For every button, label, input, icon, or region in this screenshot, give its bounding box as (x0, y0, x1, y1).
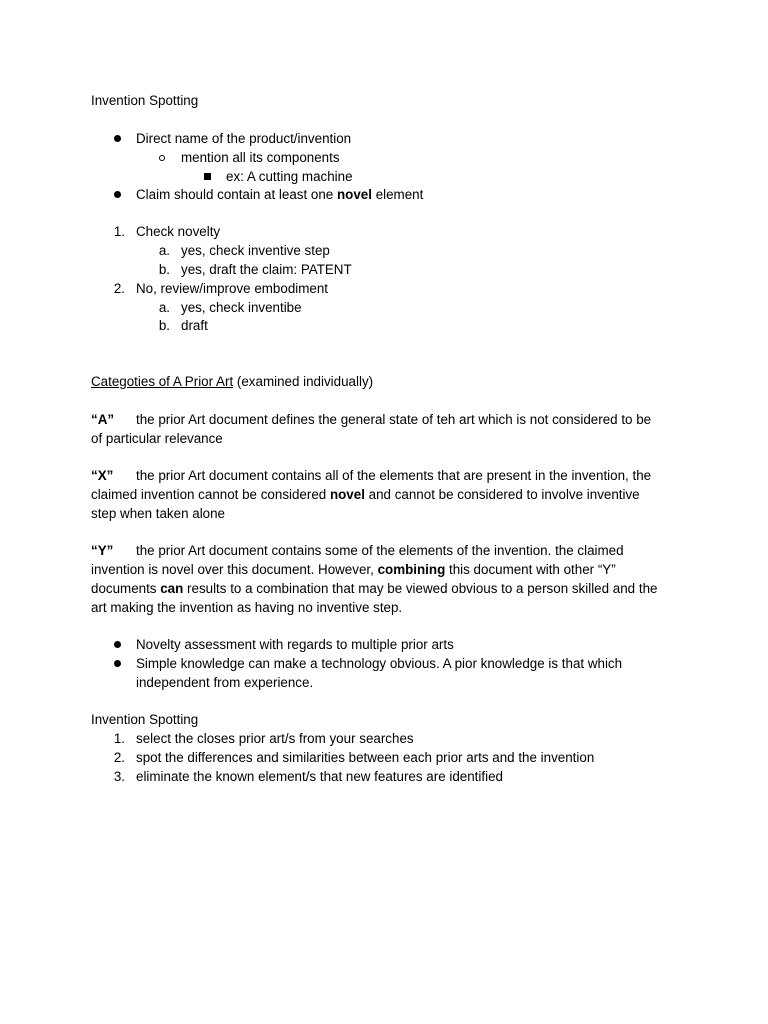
category-y-label: “Y” (91, 543, 114, 558)
square-bullet-icon (204, 173, 211, 180)
bullet-dot-icon (114, 135, 121, 142)
hollow-circle-bullet-icon (159, 155, 165, 161)
category-x-label: “X” (91, 468, 114, 483)
document-page: Invention Spotting Direct name of the product/invention mention all its components ex: A cutting machine Claim should contain at least one novel element 1. Check novelty a. yes, check inventive step b. yes, draft the claim: PATENT 2. No, review/improve embodiment a. yes, check inventibe b. draft Categoties of A Prior Art (examined individually) “A” the prior Art document defines the general state of teh art which is not considered to be of particular relevance “X” the prior Art document contains all of the elements that are present in the invention, the claimed invention cannot be considered novel and cannot be considered to involve inventive step when taken alone “Y” the prior Art document contains some of the elements of the invention. the claimed invention is novel over this document. However, combining this document with other “Y” documents can results to a combination that may be viewed obvious to a person skilled and the art making the invention as having no inventive step. Novelty assessment with regards to multiple prior arts Simple knowledge can make a technology obvious. A pior knowledge is that which independent from experience. Invention Spotting 1. select the closes prior art/s from your searches 2. spot the differences and similarities between each prior arts and the invention 3. eliminate the known element/s that new features are identified (91, 93, 658, 784)
category-a-label: “A” (91, 412, 115, 427)
bullet-dot-icon (114, 641, 121, 648)
bullet-dot-icon (114, 191, 121, 198)
bullet-dot-icon (114, 660, 121, 667)
